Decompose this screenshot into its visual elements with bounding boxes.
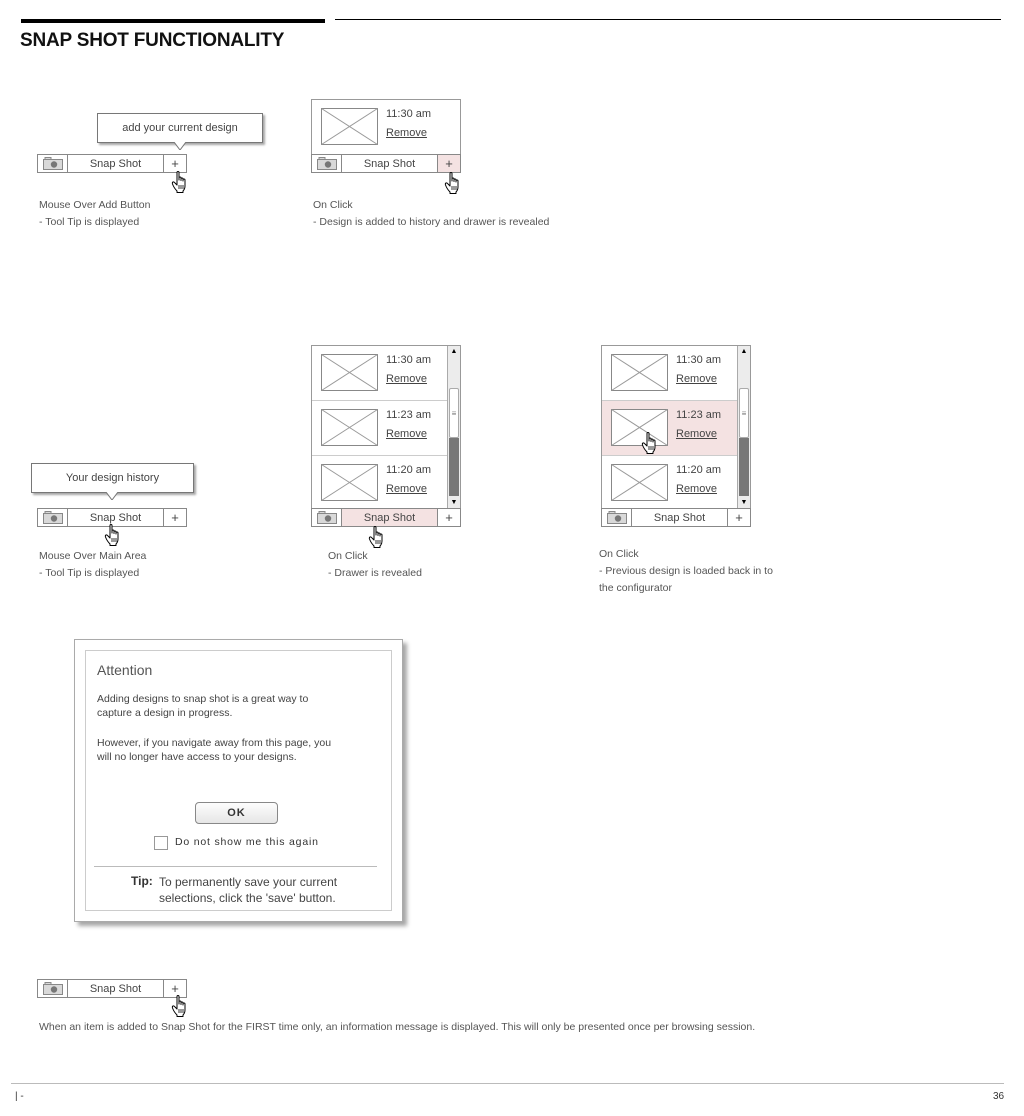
snapshot-main-area[interactable]: Snap Shot [363,157,416,170]
footer-rule [11,1083,1004,1084]
item-time: 11:30 am [386,354,432,366]
remove-link[interactable]: Remove [676,483,717,495]
scroll-track [449,438,459,496]
caption-line: On Click [328,550,368,562]
scroll-down-icon[interactable]: ▼ [450,499,458,506]
caption-line: - Previous design is loaded back in to [599,565,773,577]
snapshot-main-area[interactable]: Snap Shot [89,157,142,170]
design-thumbnail [321,409,378,446]
remove-link[interactable]: Remove [676,428,717,440]
hand-cursor-icon [368,526,386,548]
history-drawer [311,99,461,155]
camera-button[interactable] [38,509,68,526]
history-item[interactable] [312,100,460,155]
snapshot-bar [311,154,461,173]
hand-cursor-icon [104,524,122,546]
camera-icon [317,511,337,524]
caption-line: - Design is added to history and drawer is revealed [313,216,550,228]
tooltip-design-history [31,463,194,493]
scroll-thumb[interactable]: ≡ [739,388,749,438]
tooltip-add-design [97,113,263,143]
camera-icon [317,157,337,170]
design-thumbnail [321,108,378,145]
snapshot-main-area[interactable]: Snap Shot [653,511,706,524]
scroll-up-icon[interactable]: ▲ [740,348,748,355]
snapshot-bar [37,154,187,173]
add-button[interactable]: + [437,155,460,172]
history-drawer [601,345,751,509]
dialog-inner-frame [85,650,392,911]
tip-label: Tip: [131,874,153,888]
design-thumbnail [611,464,668,501]
item-time: 11:30 am [676,354,722,366]
snapshot-bar [311,508,461,527]
ok-button[interactable]: OK [195,802,278,824]
remove-link[interactable]: Remove [386,373,427,385]
camera-button[interactable] [602,509,632,526]
header-rule-thin [335,19,1001,20]
scroll-up-icon[interactable]: ▲ [450,348,458,355]
camera-icon [43,511,63,524]
history-item[interactable] [602,346,738,401]
camera-icon [607,511,627,524]
camera-button[interactable] [38,155,68,172]
drawer-scrollbar[interactable] [737,346,750,508]
snapshot-bar [37,979,187,998]
item-time: 11:20 am [386,464,432,476]
snapshot-bar [601,508,751,527]
tooltip-tail [174,142,186,150]
remove-link[interactable]: Remove [386,483,427,495]
camera-icon [43,982,63,995]
design-thumbnail [611,354,668,391]
tip-text: To permanently save your current selections, click the 'save' button. [159,875,338,905]
camera-button[interactable] [312,155,342,172]
dont-show-checkbox[interactable] [154,836,168,850]
history-item[interactable] [312,456,448,511]
hand-cursor-icon [641,432,659,454]
footer-left: | - [15,1091,24,1102]
header-rule-thick [21,19,325,23]
add-button[interactable]: + [163,980,186,997]
remove-link[interactable]: Remove [386,127,427,139]
hand-cursor-icon [171,995,189,1017]
hand-cursor-icon [444,172,462,194]
design-thumbnail [321,354,378,391]
tooltip-tail [106,492,118,500]
attention-dialog [74,639,403,922]
history-item[interactable] [312,401,448,456]
caption-line: the configurator [599,582,672,594]
snapshot-main-area[interactable]: Snap Shot [89,982,142,995]
hand-cursor-icon [171,171,189,193]
drawer-scrollbar[interactable] [447,346,460,508]
caption-line: On Click [599,548,639,560]
scroll-down-icon[interactable]: ▼ [740,499,748,506]
caption-line: When an item is added to Snap Shot for the FIRST time only, an information message is displayed. This will only be presented once per browsing session. [39,1021,756,1033]
history-item[interactable] [312,346,448,401]
caption-line: Mouse Over Main Area [39,550,147,562]
design-thumbnail [321,464,378,501]
history-item-hovered[interactable] [602,401,738,456]
caption-line: On Click [313,199,353,211]
add-button[interactable]: + [727,509,750,526]
history-item[interactable] [602,456,738,511]
caption-line: Mouse Over Add Button [39,199,151,211]
item-time: 11:23 am [676,409,722,421]
item-time: 11:23 am [386,409,432,421]
add-button[interactable]: + [163,155,186,172]
tooltip-text: add your current design [122,122,238,134]
remove-link[interactable]: Remove [386,428,427,440]
camera-icon [43,157,63,170]
caption-line: - Tool Tip is displayed [39,567,140,579]
dialog-title: Attention [97,662,153,678]
tooltip-text: Your design history [65,472,160,484]
scroll-track [739,438,749,496]
page-number: 36 [993,1091,1005,1102]
design-thumbnail [611,409,668,446]
add-button[interactable]: + [437,509,460,526]
item-time: 11:20 am [676,464,722,476]
history-drawer [311,345,461,509]
camera-button[interactable] [312,509,342,526]
dialog-paragraph: Adding designs to snap shot is a great way to capture a design in progress. [97,693,309,719]
dialog-divider [94,866,377,867]
remove-link[interactable]: Remove [676,373,717,385]
checkbox-label[interactable]: Do not show me this again [175,836,319,848]
add-button[interactable]: + [163,509,186,526]
dialog-paragraph: However, if you navigate away from this page, you will no longer have access to your designs. [97,737,332,763]
camera-button[interactable] [38,980,68,997]
scroll-thumb[interactable]: ≡ [449,388,459,438]
item-time: 11:30 am [386,108,432,120]
caption-line: - Tool Tip is displayed [39,216,140,228]
page-title: SNAP SHOT FUNCTIONALITY [20,30,285,51]
snapshot-main-area[interactable]: Snap Shot [89,511,142,524]
caption-line: - Drawer is revealed [328,567,422,579]
snapshot-main-area[interactable]: Snap Shot [342,509,437,526]
